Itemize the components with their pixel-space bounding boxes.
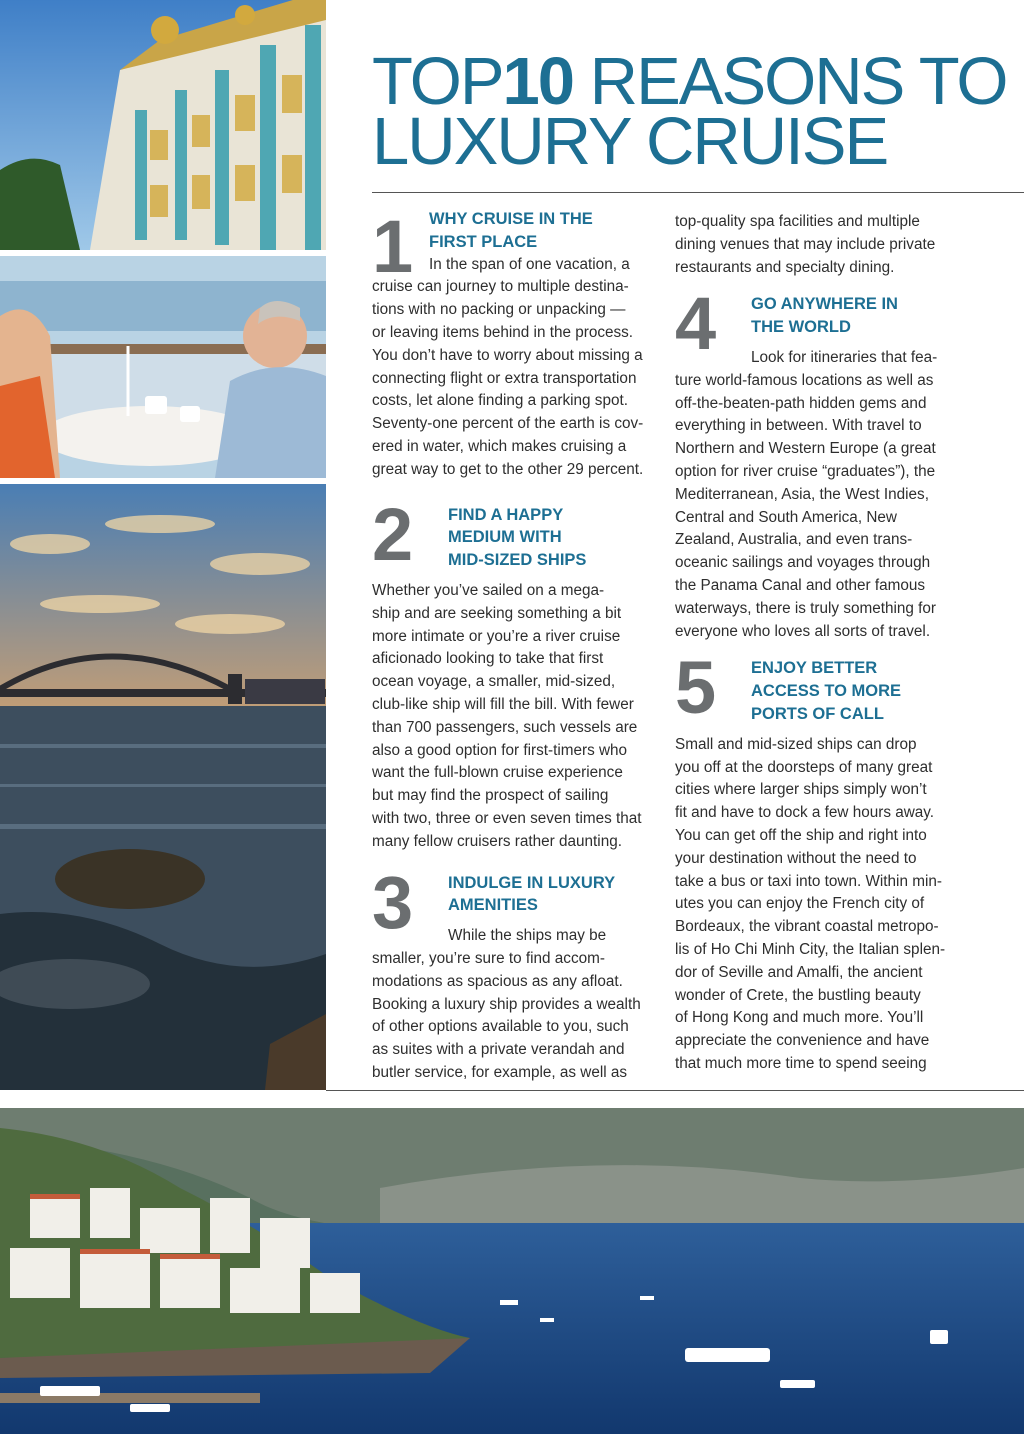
text-column-left — [372, 205, 657, 1085]
harbour-sunset-photo — [0, 484, 326, 1090]
reason-heading: FIND A HAPPY MEDIUM WITH MID-SIZED SHIPS — [448, 505, 587, 570]
reason-heading: WHY CRUISE IN THE FIRST PLACE — [429, 210, 593, 251]
reason-heading: ENJOY BETTER ACCESS TO MORE PORTS OF CALL — [751, 659, 902, 723]
text-column-right — [675, 211, 960, 1076]
reason-body: Small and mid-sized ships can drop you off at the doorsteps of many great cities where larger ships simply won’t fit and have to dock a few hours away. You can get off the ship and right into your destination without the need to take a bus or taxi into town. Within min- utes you can enjoy the French city of Bordeaux, the vibrant coastal metropo- lis of Ho Chi Minh City, the Italian splen- dor of Seville and Amalfi, the ancient wonder of Crete, the bustling beauty of Hong Kong and much more. You’ll appreciate the convenience and have that much more time to spend seeing — [675, 735, 946, 1072]
reason-3-continued — [675, 211, 960, 279]
reason-number: 1 — [372, 205, 412, 288]
reason-number: 2 — [372, 492, 412, 576]
title-line-1: TOP10 REASONS TO — [372, 44, 1007, 119]
reason-body: Whether you’ve sailed on a mega- ship and are seeking something a bit more intimate or you’re a river cruise aficionado looking to take that first ocean voyage, a smaller, mid-sized, club-like ship will fill the bill. With fewer than 700 passengers, such vessels are also a good option for first-timers who want the full-blown cruise experience but may find the prospect of sailing with two, three or even seven times that many fellow cruisers rather daunting. — [372, 581, 642, 850]
reason-5 — [675, 646, 960, 1075]
palace-photo — [0, 0, 326, 250]
reason-body: Look for itineraries that fea- ture world-famous locations as well as off-the-beaten-path hidden gems and everything in between. With travel to Northern and Western Europe (a great option for river cruise “graduates”), the Mediterranean, Asia, the West Indies, Central and South America, New Zealand, Australia, and even trans- oceanic sailings and voyages through the Panama Canal and other famous waterways, there is truly something for everyone who loves all sorts of travel. — [675, 348, 938, 640]
reason-number: 4 — [675, 282, 715, 366]
page-title — [372, 44, 1024, 179]
reason-number: 3 — [372, 860, 412, 944]
reason-number: 5 — [675, 646, 715, 730]
reason-2 — [372, 492, 657, 854]
reason-heading: INDULGE IN LUXURY AMENITIES — [448, 873, 616, 915]
couple-dining-photo — [0, 256, 326, 478]
reason-3 — [372, 860, 657, 1085]
reason-body: While the ships may be smaller, you’re sure to find accom- modations as spacious as any afloat. Booking a luxury ship provides a wealth of other options available to you, such as suites with a private verandah and butler service, for example, as well as — [372, 927, 641, 1081]
title-divider — [372, 192, 1024, 193]
reason-4 — [675, 282, 960, 643]
amalfi-coast-photo — [0, 1108, 1024, 1434]
reason-body: top-quality spa facilities and multiple dining venues that may include private restaurants and specialty dining. — [675, 213, 936, 276]
reason-body: In the span of one vacation, a cruise can journey to multiple destina- tions with no packing or unpacking — or leaving items behind in the process. You don’t have to worry about missing a connecting flight or extra transportation costs, let alone finding a parking spot. Seventy-one percent of the earth is cov- ered in water, which makes cruising a great way to get to the other 29 percent. — [372, 255, 644, 478]
reason-heading: GO ANYWHERE IN THE WORLD — [751, 295, 898, 337]
reason-1 — [372, 205, 657, 482]
title-line-2: LUXURY CRUISE — [372, 104, 888, 179]
bottom-divider — [326, 1090, 1024, 1091]
